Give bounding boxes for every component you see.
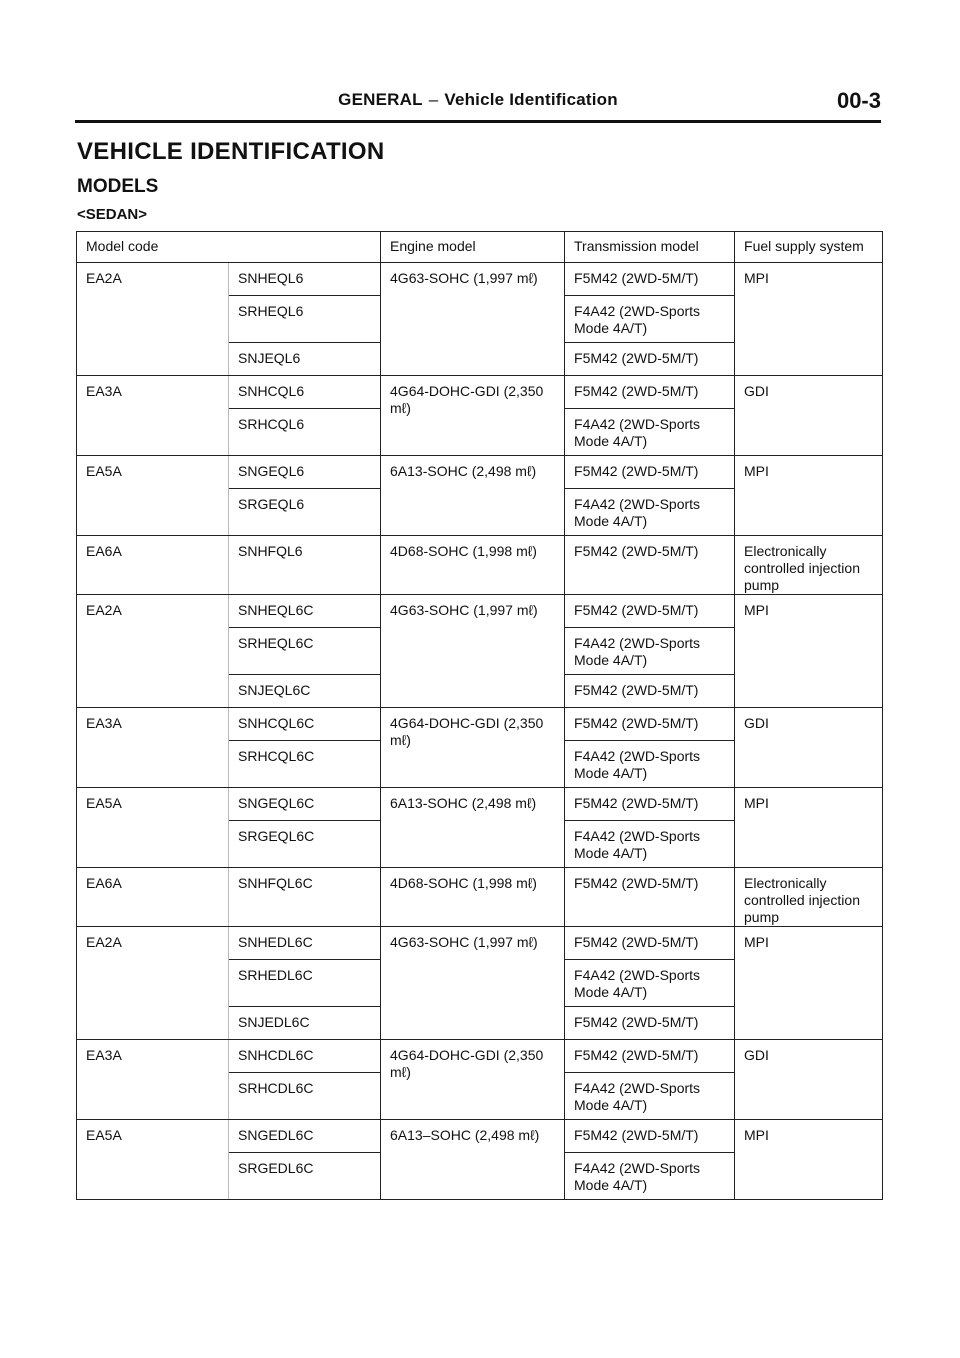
header-rule	[75, 120, 881, 123]
category-heading: <SEDAN>	[77, 206, 148, 223]
header-title	[75, 90, 881, 110]
model-code-cell: EA6A	[77, 536, 229, 595]
engine-model-cell: 4G64-DOHC-GDI (2,350 mℓ)	[381, 376, 565, 456]
fuel-supply-cell: MPI	[735, 1120, 883, 1200]
model-cell: SNGEDL6C	[229, 1120, 381, 1153]
model-code-cell: EA6A	[77, 868, 229, 927]
transmission-cell: F4A42 (2WD-Sports Mode 4A/T)	[565, 960, 735, 1007]
table-row	[77, 927, 883, 960]
engine-model-cell: 4G63-SOHC (1,997 mℓ)	[381, 595, 565, 708]
engine-model-cell: 4D68-SOHC (1,998 mℓ)	[381, 868, 565, 927]
models-table	[76, 231, 883, 1200]
fuel-supply-cell: Electronically controlled injection pump	[735, 536, 883, 595]
transmission-cell: F5M42 (2WD-5M/T)	[565, 1120, 735, 1153]
fuel-supply-cell: GDI	[735, 708, 883, 788]
table-row	[77, 1040, 883, 1073]
model-cell: SRHEQL6C	[229, 628, 381, 675]
fuel-supply-cell: GDI	[735, 1040, 883, 1120]
model-cell: SNHEQL6C	[229, 595, 381, 628]
engine-model-cell: 4G63-SOHC (1,997 mℓ)	[381, 263, 565, 376]
model-cell: SNJEQL6	[229, 343, 381, 376]
model-cell: SNHCDL6C	[229, 1040, 381, 1073]
model-cell: SNJEQL6C	[229, 675, 381, 708]
model-cell: SNGEQL6	[229, 456, 381, 489]
model-cell: SNHEDL6C	[229, 927, 381, 960]
fuel-supply-cell: MPI	[735, 788, 883, 868]
model-code-cell: EA3A	[77, 708, 229, 788]
header-engine-model: Engine model	[381, 232, 565, 263]
transmission-cell: F5M42 (2WD-5M/T)	[565, 263, 735, 296]
model-code-cell: EA2A	[77, 595, 229, 708]
model-cell: SRHCQL6	[229, 409, 381, 456]
transmission-cell: F4A42 (2WD-Sports Mode 4A/T)	[565, 821, 735, 868]
transmission-cell: F5M42 (2WD-5M/T)	[565, 1007, 735, 1040]
model-cell: SRHCQL6C	[229, 741, 381, 788]
transmission-cell: F5M42 (2WD-5M/T)	[565, 343, 735, 376]
transmission-cell: F4A42 (2WD-Sports Mode 4A/T)	[565, 1153, 735, 1200]
transmission-cell: F5M42 (2WD-5M/T)	[565, 536, 735, 595]
model-cell: SRGEDL6C	[229, 1153, 381, 1200]
table-row	[77, 536, 883, 595]
model-cell: SNHEQL6	[229, 263, 381, 296]
model-cell: SNHFQL6	[229, 536, 381, 595]
transmission-cell: F5M42 (2WD-5M/T)	[565, 708, 735, 741]
page-title: VEHICLE IDENTIFICATION	[77, 138, 385, 165]
transmission-cell: F5M42 (2WD-5M/T)	[565, 788, 735, 821]
transmission-cell: F5M42 (2WD-5M/T)	[565, 1040, 735, 1073]
transmission-cell: F4A42 (2WD-Sports Mode 4A/T)	[565, 489, 735, 536]
transmission-cell: F4A42 (2WD-Sports Mode 4A/T)	[565, 628, 735, 675]
fuel-supply-cell: MPI	[735, 263, 883, 376]
model-code-cell: EA3A	[77, 1040, 229, 1120]
table-row	[77, 263, 883, 296]
transmission-cell: F4A42 (2WD-Sports Mode 4A/T)	[565, 1073, 735, 1120]
header-fuel-supply-system: Fuel supply system	[735, 232, 883, 263]
engine-model-cell: 4G64-DOHC-GDI (2,350 mℓ)	[381, 1040, 565, 1120]
engine-model-cell: 4G64-DOHC-GDI (2,350 mℓ)	[381, 708, 565, 788]
transmission-cell: F5M42 (2WD-5M/T)	[565, 927, 735, 960]
transmission-cell: F5M42 (2WD-5M/T)	[565, 376, 735, 409]
engine-model-cell: 4D68-SOHC (1,998 mℓ)	[381, 536, 565, 595]
table-header-row	[77, 232, 883, 263]
header-section: GENERAL	[338, 90, 423, 109]
table-row	[77, 868, 883, 927]
fuel-supply-cell: MPI	[735, 927, 883, 1040]
model-cell: SNHCQL6C	[229, 708, 381, 741]
engine-model-cell: 6A13–SOHC (2,498 mℓ)	[381, 1120, 565, 1200]
table-row	[77, 788, 883, 821]
model-code-cell: EA5A	[77, 788, 229, 868]
model-cell: SRHEQL6	[229, 296, 381, 343]
transmission-cell: F5M42 (2WD-5M/T)	[565, 868, 735, 927]
engine-model-cell: 4G63-SOHC (1,997 mℓ)	[381, 927, 565, 1040]
engine-model-cell: 6A13-SOHC (2,498 mℓ)	[381, 456, 565, 536]
fuel-supply-cell: MPI	[735, 456, 883, 536]
model-cell: SNGEQL6C	[229, 788, 381, 821]
fuel-supply-cell: Electronically controlled injection pump	[735, 868, 883, 927]
model-code-cell: EA3A	[77, 376, 229, 456]
table-row	[77, 708, 883, 741]
table-row	[77, 456, 883, 489]
model-code-cell: EA2A	[77, 263, 229, 376]
model-cell: SRHEDL6C	[229, 960, 381, 1007]
page-number: 00-3	[836, 88, 881, 113]
model-code-cell: EA5A	[77, 456, 229, 536]
engine-model-cell: 6A13-SOHC (2,498 mℓ)	[381, 788, 565, 868]
model-cell: SRGEQL6	[229, 489, 381, 536]
page-header	[75, 88, 881, 118]
fuel-supply-cell: MPI	[735, 595, 883, 708]
model-code-cell: EA2A	[77, 927, 229, 1040]
model-cell: SRGEQL6C	[229, 821, 381, 868]
header-transmission-model: Transmission model	[565, 232, 735, 263]
model-cell: SRHCDL6C	[229, 1073, 381, 1120]
model-cell: SNHCQL6	[229, 376, 381, 409]
fuel-supply-cell: GDI	[735, 376, 883, 456]
transmission-cell: F4A42 (2WD-Sports Mode 4A/T)	[565, 741, 735, 788]
table-row	[77, 595, 883, 628]
header-separator: –	[428, 90, 439, 109]
table-row	[77, 376, 883, 409]
model-cell: SNHFQL6C	[229, 868, 381, 927]
transmission-cell: F4A42 (2WD-Sports Mode 4A/T)	[565, 296, 735, 343]
model-cell: SNJEDL6C	[229, 1007, 381, 1040]
transmission-cell: F5M42 (2WD-5M/T)	[565, 675, 735, 708]
section-heading: MODELS	[77, 176, 159, 197]
model-code-cell: EA5A	[77, 1120, 229, 1200]
table-row	[77, 1120, 883, 1153]
models-table-body	[77, 263, 883, 1200]
transmission-cell: F5M42 (2WD-5M/T)	[565, 595, 735, 628]
transmission-cell: F5M42 (2WD-5M/T)	[565, 456, 735, 489]
header-model-code: Model code	[77, 232, 381, 263]
header-subsection: Vehicle Identification	[444, 90, 618, 109]
transmission-cell: F4A42 (2WD-Sports Mode 4A/T)	[565, 409, 735, 456]
